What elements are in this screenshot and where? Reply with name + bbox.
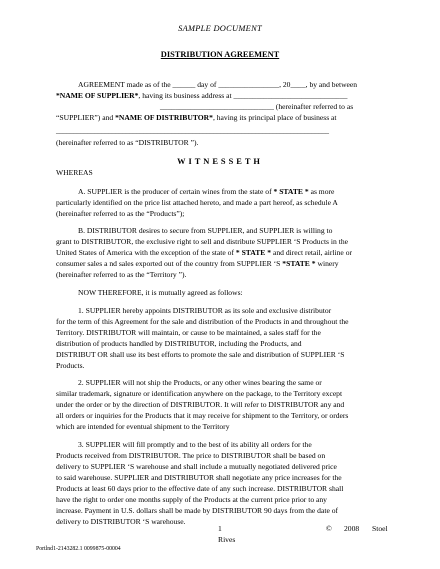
clause-1-line-5: DISTRIBUT OR shall use its best efforts to promote the sale and distribution of SUPPLIER ‘S [56, 350, 345, 359]
state-placeholder-2: * STATE * [235, 248, 272, 257]
clause-a-line-3: (hereinafter referred to as the “Products”); [56, 209, 185, 218]
witnesseth-heading: WITNESSETH [177, 157, 263, 166]
clause-3-line-7: increase. Payment in U.S. dollars shall be made by DISTRIBUTOR 90 days from the date of [56, 506, 339, 515]
clause-3-line-3: delivery to SUPPLIER ‘S warehouse and shall include a mutually negotiated delivered price [56, 462, 337, 471]
agreement-title: DISTRIBUTION AGREEMENT [160, 50, 280, 59]
distributor-name-placeholder: *NAME OF DISTRIBUTOR* [115, 113, 213, 122]
clause-2-line-1: 2. SUPPLIER will not ship the Products, or any other wines bearing the same or [78, 378, 322, 387]
clause-3-line-8: delivery to DISTRIBUTOR ‘S warehouse. [56, 517, 186, 526]
clause-2-line-5: which are intended for eventual shipment to the Territory [56, 422, 230, 431]
clause-2-line-3: under the order or by the direction of DISTRIBUTOR. It will refer to DISTRIBUTOR any and [56, 400, 345, 409]
clause-1-line-3: Territory. DISTRIBUTOR will maintain, or cause to be maintained, a sales staff for the [56, 328, 321, 337]
clause-3-line-1: 3. SUPPLIER will fill promptly and to the best of its ability all orders for the [78, 440, 312, 449]
whereas-label: WHEREAS [56, 168, 93, 177]
copyright-symbol: © [326, 524, 332, 533]
clause-b-line-4 [56, 259, 339, 269]
clause-1-line-4: distribution of products handled by DISTRIBUTOR, including the Products, and [56, 339, 302, 348]
supplier-name-placeholder: *NAME OF SUPPLIER* [56, 91, 139, 100]
intro-line-5: ______________________________________________________________________________ [56, 127, 329, 135]
state-placeholder: * STATE * [273, 187, 309, 196]
intro-line-4c: , having its principal place of business at [212, 113, 337, 122]
clause-b-line-2: grant to DISTRIBUTOR, the exclusive right to sell and distribute SUPPLIER ‘S Products in the [56, 237, 348, 246]
clause-3-line-5: Products at least 60 days prior to the effective date of any such increase. DISTRIBUTOR shall [56, 484, 344, 493]
intro-line-4a: “SUPPLIER”) and [56, 113, 116, 122]
clause-a-line-1a: A. SUPPLIER is the producer of certain wines from the state of [78, 187, 274, 196]
document-id: Portlnd1-2143282.1 0099875-00004 [36, 546, 121, 552]
intro-line-6: (hereinafter referred to as “DISTRIBUTOR ”). [56, 138, 199, 147]
clause-2-line-2: similar trademark, signature or identification anywhere on the package, to the Territory except [56, 389, 343, 398]
clause-b-line-5: (hereinafter referred to as the “Territory ”). [56, 270, 187, 279]
clause-1-line-6: Products. [56, 361, 85, 370]
firm-name-part-1: Stoel [372, 524, 388, 533]
intro-line-2-text: , having its business address at ______________________________ [138, 91, 348, 100]
clause-1-line-1: 1. SUPPLIER hereby appoints DISTRIBUTOR as its sole and exclusive distributor [78, 306, 332, 315]
intro-line-2 [56, 91, 347, 101]
clause-3-line-4: to said warehouse. SUPPLIER and DISTRIBUTOR shall negotiate any price increases for the [56, 473, 342, 482]
clause-b-line-3 [56, 248, 352, 258]
clause-3-line-6: have the right to order one months supply of the Products at the current price prior to any [56, 495, 327, 504]
state-placeholder-3: *STATE * [282, 259, 316, 268]
now-therefore-line: NOW THEREFORE, it is mutually agreed as follows: [78, 288, 243, 297]
intro-line-3: ______________________________ (hereinafter referred to as [160, 102, 354, 111]
firm-name-part-2: Rives [218, 535, 236, 544]
clause-a-line-1c: as more [308, 187, 335, 196]
clause-b-line-4a: consumer sales a nd sales exported out of the country from SUPPLIER ‘S [56, 259, 283, 268]
page-number: 1 [218, 524, 222, 533]
intro-line-4 [56, 113, 337, 123]
clause-a-line-2: particularly identified on the price list attached hereto, and made a part hereof, as schedule A [56, 198, 338, 207]
copyright-year: 2008 [344, 524, 360, 533]
clause-b-line-4c: winery [315, 259, 339, 268]
clause-2-line-4: all orders or inquiries for the Products that it may receive for shipment to the Territory, or orders [56, 411, 349, 420]
clause-a-line-1 [78, 187, 334, 197]
clause-1-line-2: for the term of this Agreement for the sale and distribution of the Products in and throughout the [56, 317, 349, 326]
clause-b-line-1: B. DISTRIBUTOR desires to secure from SUPPLIER, and SUPPLIER is willing to [78, 226, 333, 235]
clause-b-line-3a: United States of America with the exception of the state of [56, 248, 236, 257]
clause-3-line-2: Products received from DISTRIBUTOR. The price to DISTRIBUTOR shall be based on [56, 451, 326, 460]
clause-b-line-3c: and direct retail, airline or [271, 248, 353, 257]
intro-line-1: AGREEMENT made as of the ______ day of ________________, 20____, by and between [78, 80, 358, 89]
sample-document-label: SAMPLE DOCUMENT [178, 24, 262, 33]
